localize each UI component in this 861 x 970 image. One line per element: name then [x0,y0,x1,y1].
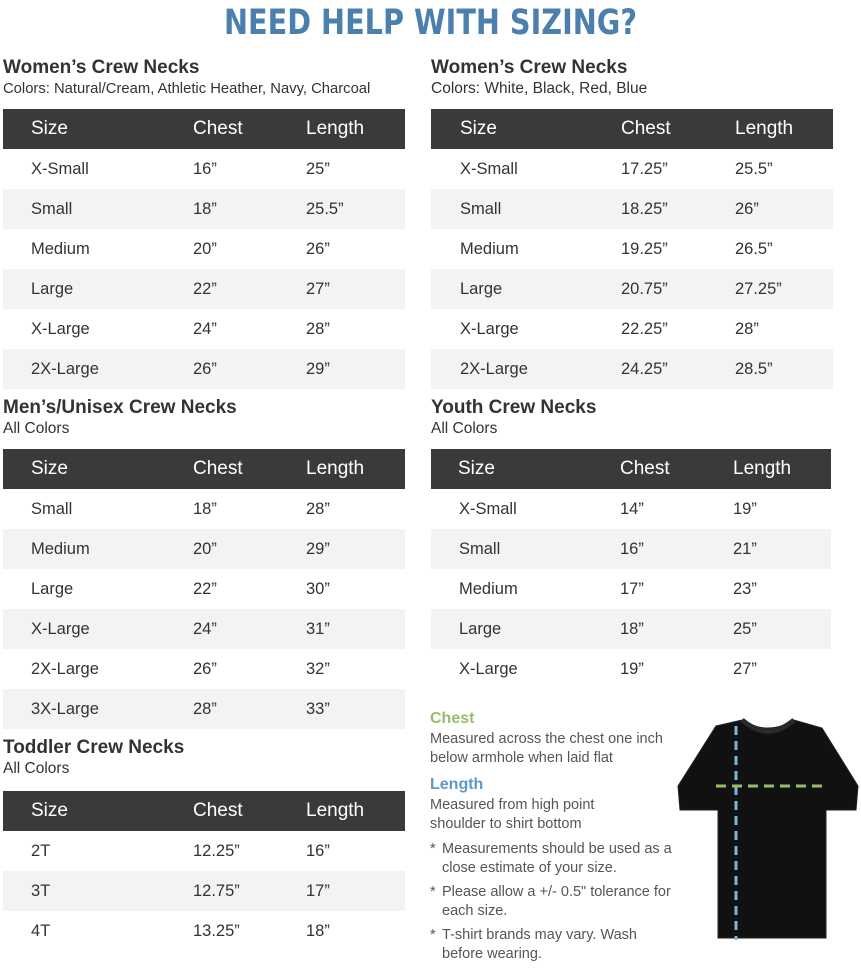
cell-length: 33” [306,700,330,718]
table-row [3,149,405,189]
section-title: Women’s Crew Necks [431,57,628,78]
table-header [431,449,831,489]
header-size: Size [31,458,68,479]
cell-length: 21” [733,540,757,558]
page-title: NEED HELP WITH SIZING? [224,3,637,43]
table-row [3,349,405,389]
section-subtitle: Colors: White, Black, Red, Blue [431,80,648,97]
table-header [3,449,405,489]
header-chest: Chest [193,800,243,821]
note-text: Please allow a +/- 0.5" tolerance for each size. [442,884,671,919]
note-text: Measurements should be used as a close estimate of your size. [442,841,672,876]
cell-length: 26” [735,200,759,218]
cell-chest: 20” [193,540,217,558]
table-row [3,831,405,871]
cell-size: X-Large [460,320,519,338]
cell-size: 2X-Large [460,360,528,378]
cell-size: X-Small [31,160,89,178]
chest-legend-title: Chest [430,710,475,727]
cell-chest: 12.75” [193,882,240,900]
youth-crew-section [431,397,831,689]
cell-size: Large [31,580,74,598]
cell-size: Medium [31,540,90,558]
cell-chest: 20” [193,240,217,258]
cell-chest: 16” [620,540,644,558]
cell-chest: 18” [193,500,217,518]
cell-size: Small [31,200,73,218]
cell-length: 17” [306,882,330,900]
header-length: Length [733,458,792,479]
header-size: Size [31,800,68,821]
cell-length: 26.5” [735,240,773,258]
cell-size: X-Small [459,500,517,518]
header-chest: Chest [620,458,670,479]
header-size: Size [460,118,497,139]
womens-crew-section-a [3,57,405,389]
cell-size: Medium [460,240,519,258]
cell-size: X-Large [31,320,90,338]
table-row [431,229,833,269]
cell-size: Small [459,540,501,558]
toddler-crew-section [3,737,405,951]
section-title: Men’s/Unisex Crew Necks [3,397,237,418]
section-title: Youth Crew Necks [431,397,597,418]
tshirt-measurement-icon [676,712,861,944]
womens-crew-section-b [431,57,833,389]
note-marker: * [430,841,436,857]
table-row [3,609,405,649]
cell-size: 2X-Large [31,360,99,378]
note-item [430,840,680,878]
section-title: Toddler Crew Necks [3,737,185,758]
length-legend-title: Length [430,776,484,793]
table-row [3,529,405,569]
table-row [431,609,831,649]
table-row [431,349,833,389]
cell-size: 3T [31,882,51,900]
cell-length: 31” [306,620,330,638]
cell-size: 3X-Large [31,700,99,718]
cell-length: 27.25” [735,280,782,298]
cell-length: 28” [306,320,330,338]
table-row [431,489,831,529]
section-subtitle: Colors: Natural/Cream, Athletic Heather, Navy, Charcoal [3,81,371,97]
header-length: Length [306,458,365,479]
header-length: Length [735,118,794,139]
cell-chest: 24” [193,620,217,638]
cell-chest: 24.25” [621,360,668,378]
table-row [3,569,405,609]
cell-size: 2T [31,842,51,860]
cell-chest: 18” [193,200,217,218]
header-length: Length [306,800,365,821]
cell-size: 4T [31,922,51,940]
table-row [431,569,831,609]
cell-chest: 12.25” [193,842,240,860]
cell-chest: 14” [620,500,644,518]
cell-chest: 22” [193,280,217,298]
table-row [3,189,405,229]
cell-size: Large [31,280,74,298]
cell-chest: 13.25” [193,922,240,940]
cell-length: 26” [306,240,330,258]
table-row [431,149,833,189]
cell-size: Large [459,620,502,638]
cell-length: 28” [735,320,759,338]
cell-length: 19” [733,500,757,518]
cell-length: 25.5” [306,200,344,218]
cell-size: 2X-Large [31,660,99,678]
measurement-legend [430,708,680,969]
header-size: Size [31,118,68,139]
cell-chest: 19.25” [621,240,668,258]
cell-chest: 22” [193,580,217,598]
table-row [431,529,831,569]
section-subtitle: All Colors [3,420,70,437]
cell-chest: 24” [193,320,217,338]
table-row [3,911,405,951]
cell-chest: 18” [620,620,644,638]
cell-length: 27” [733,660,757,678]
cell-length: 25” [306,160,330,178]
cell-length: 18” [306,922,330,940]
table-row [3,649,405,689]
table-row [431,649,831,689]
table-row [431,189,833,229]
table-row [431,309,833,349]
note-item [430,926,680,964]
cell-size: Large [460,280,503,298]
cell-length: 29” [306,360,330,378]
table-row [3,229,405,269]
table-header [431,109,833,149]
table-row [3,269,405,309]
cell-length: 25.5” [735,160,773,178]
note-marker: * [430,884,436,900]
header-length: Length [306,118,365,139]
table-row [3,689,405,729]
cell-size: X-Large [459,660,518,678]
cell-size: Medium [31,240,90,258]
cell-length: 23” [733,580,757,598]
cell-chest: 16” [193,160,217,178]
table-header [3,109,405,149]
header-chest: Chest [621,118,671,139]
cell-chest: 28” [193,700,217,718]
section-title: Women’s Crew Necks [3,57,200,78]
length-legend-text: Measured from high point shoulder to shirt bottom [430,797,595,832]
cell-size: X-Large [31,620,90,638]
cell-chest: 26” [193,360,217,378]
cell-chest: 17.25” [621,160,668,178]
cell-length: 28” [306,500,330,518]
cell-length: 29” [306,540,330,558]
section-subtitle: All Colors [431,420,498,437]
cell-chest: 20.75” [621,280,668,298]
notes-list [430,840,680,964]
cell-length: 25” [733,620,757,638]
cell-size: Medium [459,580,518,598]
section-subtitle: All Colors [3,760,70,777]
header-chest: Chest [193,458,243,479]
table-row [3,489,405,529]
chest-legend-text: Measured across the chest one inch below armhole when laid flat [430,731,663,766]
note-item [430,883,680,921]
table-row [431,269,833,309]
cell-size: Small [31,500,73,518]
cell-chest: 26” [193,660,217,678]
cell-chest: 17” [620,580,644,598]
cell-size: Small [460,200,502,218]
cell-length: 27” [306,280,330,298]
cell-length: 30” [306,580,330,598]
cell-chest: 22.25” [621,320,668,338]
cell-length: 16” [306,842,330,860]
header-chest: Chest [193,118,243,139]
table-row [3,871,405,911]
cell-length: 28.5” [735,360,773,378]
table-header [3,791,405,831]
table-row [3,309,405,349]
cell-chest: 18.25” [621,200,668,218]
note-text: T-shirt brands may vary. Wash before wearing. [442,927,637,962]
note-marker: * [430,927,436,943]
cell-length: 32” [306,660,330,678]
cell-chest: 19” [620,660,644,678]
header-size: Size [458,458,495,479]
mens-crew-section [3,397,405,729]
cell-size: X-Small [460,160,518,178]
